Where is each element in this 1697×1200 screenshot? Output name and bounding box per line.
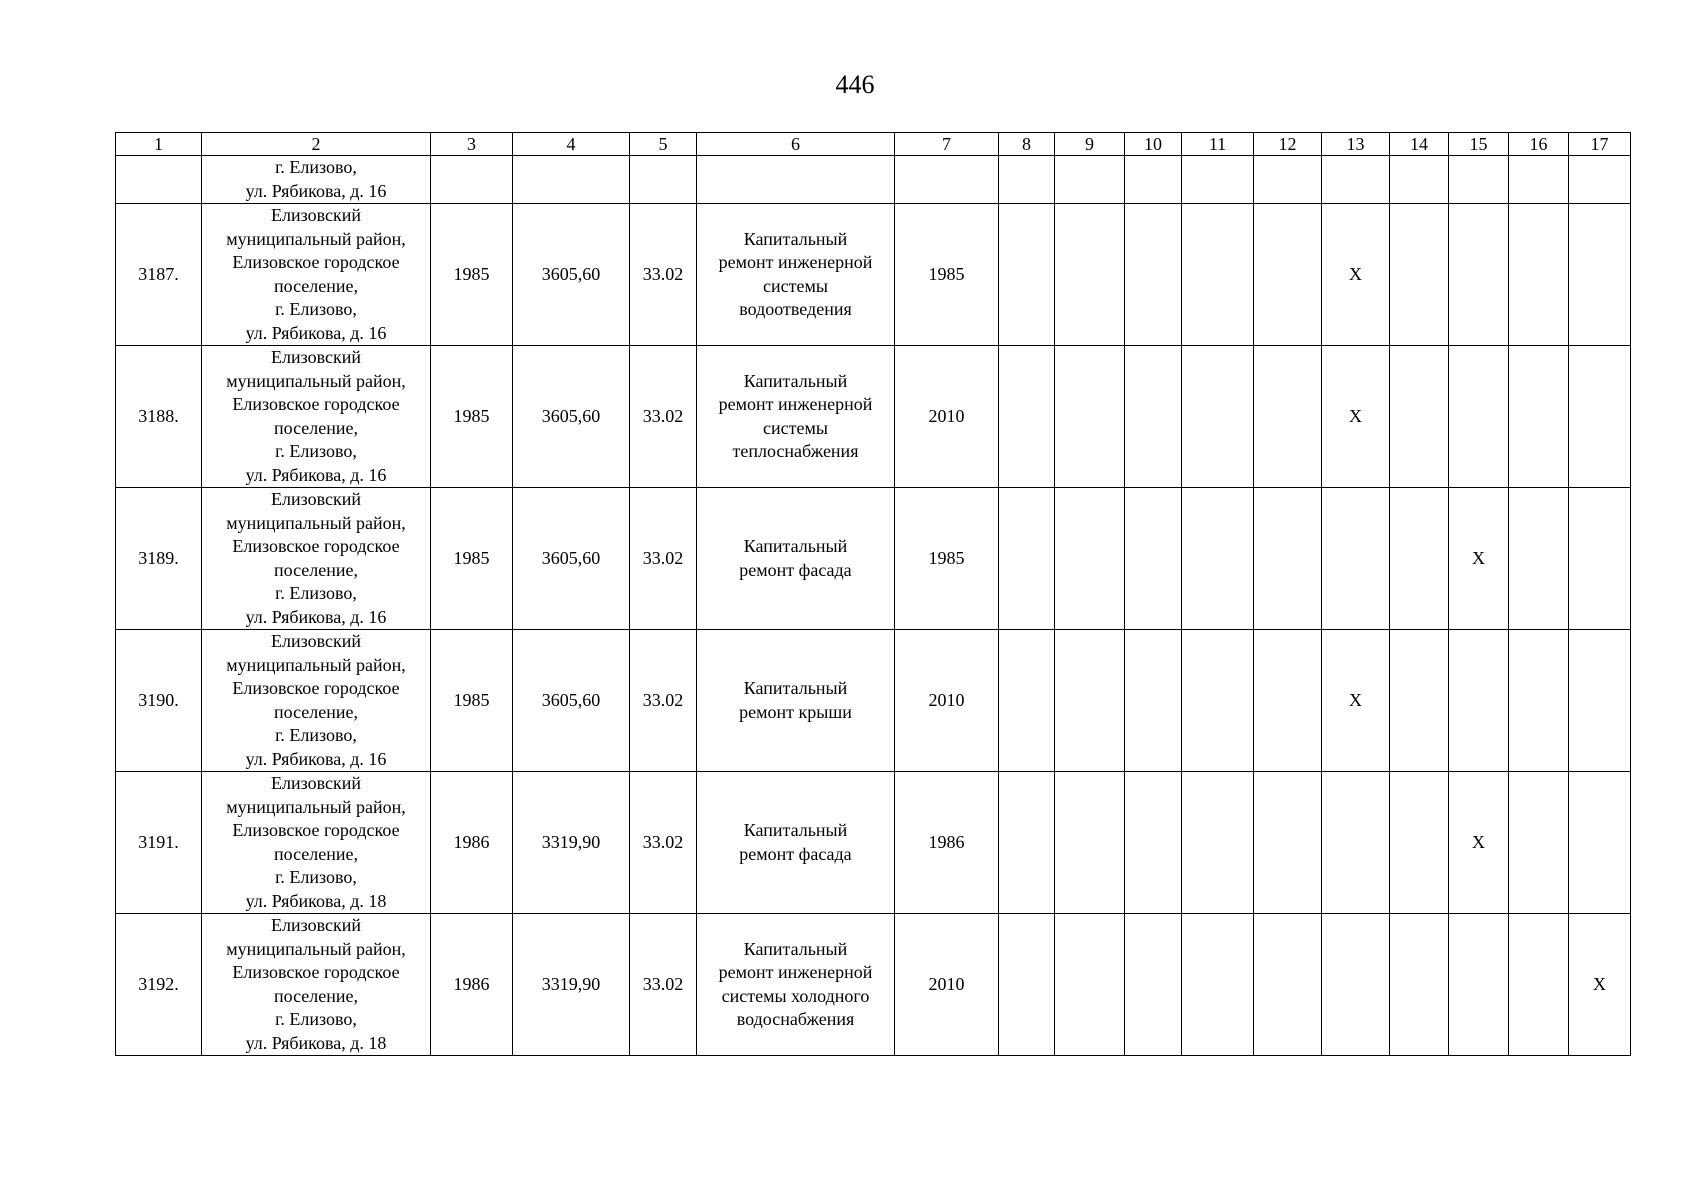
- work-type: Капитальный ремонт инженерной системы холодного водоснабжения: [697, 914, 895, 1056]
- area: 3605,60: [513, 346, 630, 488]
- empty-cell-col-9: [1055, 772, 1125, 914]
- empty-cell-col-8: [999, 204, 1055, 346]
- column-header-14: 14: [1390, 133, 1449, 156]
- empty-cell-col-15: [1449, 914, 1509, 1056]
- construction-year: 1985: [431, 630, 513, 772]
- address: Елизовский муниципальный район, Елизовское городское поселение, г. Елизово, ул. Рябикова, д. 16: [202, 346, 431, 488]
- repair-year: 1985: [895, 204, 999, 346]
- column-header-13: 13: [1322, 133, 1390, 156]
- empty-cell-col-17: [1569, 772, 1631, 914]
- area: 3319,90: [513, 772, 630, 914]
- empty-cell-col-14: [1390, 204, 1449, 346]
- mark-cell-col-13: X: [1322, 204, 1390, 346]
- repair-year: 1986: [895, 772, 999, 914]
- empty-cell-col-15: [1449, 630, 1509, 772]
- empty-cell-col-11: [1182, 204, 1254, 346]
- column-header-11: 11: [1182, 133, 1254, 156]
- column-header-3: 3: [431, 133, 513, 156]
- table-row: [116, 914, 1631, 1056]
- empty-cell-col-17: [1569, 204, 1631, 346]
- empty-cell-col-9: [1055, 204, 1125, 346]
- repair-year: 2010: [895, 630, 999, 772]
- empty-cell-col-10: [1125, 914, 1182, 1056]
- continuation-address: г. Елизово, ул. Рябикова, д. 16: [202, 156, 431, 204]
- row-number: 3191.: [116, 772, 202, 914]
- column-header-7: 7: [895, 133, 999, 156]
- empty-cell-col-11: [1182, 630, 1254, 772]
- column-header-4: 4: [513, 133, 630, 156]
- repair-year: 1985: [895, 488, 999, 630]
- column-header-6: 6: [697, 133, 895, 156]
- empty-cell-col-16: [1509, 488, 1569, 630]
- registry-table: [115, 132, 1631, 1056]
- empty-cell-col-13: [1322, 914, 1390, 1056]
- empty-cell-col-10: [1125, 630, 1182, 772]
- empty-cell-col-10: [1125, 346, 1182, 488]
- page-number: 446: [835, 70, 875, 99]
- empty-cell-col-14: [1390, 630, 1449, 772]
- empty-cell-col-12: [1254, 346, 1322, 488]
- column-header-2: 2: [202, 133, 431, 156]
- column-number-row: [116, 133, 1631, 156]
- construction-year: 1986: [431, 914, 513, 1056]
- empty-cell-col-16: [1509, 914, 1569, 1056]
- construction-year: 1985: [431, 346, 513, 488]
- code: 33.02: [630, 630, 697, 772]
- mark-cell-col-13: X: [1322, 630, 1390, 772]
- table-row: [116, 488, 1631, 630]
- empty-cell-col-16: [1509, 630, 1569, 772]
- address: Елизовский муниципальный район, Елизовское городское поселение, г. Елизово, ул. Рябикова, д. 16: [202, 204, 431, 346]
- empty-cell-col-9: [1055, 488, 1125, 630]
- repair-year: 2010: [895, 914, 999, 1056]
- column-header-16: 16: [1509, 133, 1569, 156]
- area: 3605,60: [513, 630, 630, 772]
- column-header-5: 5: [630, 133, 697, 156]
- empty-cell-col-9: [1055, 914, 1125, 1056]
- empty-cell-col-12: [1254, 488, 1322, 630]
- empty-cell-col-10: [1125, 488, 1182, 630]
- empty-cell-col-11: [1182, 772, 1254, 914]
- empty-cell-col-12: [1254, 630, 1322, 772]
- row-number: 3187.: [116, 204, 202, 346]
- empty-cell-col-17: [1569, 630, 1631, 772]
- column-header-8: 8: [999, 133, 1055, 156]
- empty-cell-col-14: [1390, 914, 1449, 1056]
- empty-cell-col-13: [1322, 488, 1390, 630]
- code: 33.02: [630, 772, 697, 914]
- empty-cell-col-16: [1509, 346, 1569, 488]
- empty-cell-col-10: [1125, 772, 1182, 914]
- work-type: Капитальный ремонт фасада: [697, 772, 895, 914]
- area: 3605,60: [513, 488, 630, 630]
- column-header-12: 12: [1254, 133, 1322, 156]
- mark-cell-col-17: X: [1569, 914, 1631, 1056]
- mark-cell-col-15: X: [1449, 772, 1509, 914]
- empty-cell-col-8: [999, 346, 1055, 488]
- empty-cell-col-12: [1254, 772, 1322, 914]
- code: 33.02: [630, 488, 697, 630]
- table-row: [116, 346, 1631, 488]
- work-type: Капитальный ремонт фасада: [697, 488, 895, 630]
- cont-cell-1: [116, 156, 202, 204]
- empty-cell-col-14: [1390, 488, 1449, 630]
- empty-cell-col-8: [999, 772, 1055, 914]
- code: 33.02: [630, 204, 697, 346]
- work-type: Капитальный ремонт инженерной системы водоотведения: [697, 204, 895, 346]
- row-number: 3189.: [116, 488, 202, 630]
- empty-cell-col-12: [1254, 914, 1322, 1056]
- empty-cell-col-11: [1182, 346, 1254, 488]
- empty-cell-col-11: [1182, 488, 1254, 630]
- empty-cell-col-8: [999, 630, 1055, 772]
- table-row: [116, 204, 1631, 346]
- area: 3605,60: [513, 204, 630, 346]
- repair-year: 2010: [895, 346, 999, 488]
- empty-cell-col-10: [1125, 204, 1182, 346]
- mark-cell-col-13: X: [1322, 346, 1390, 488]
- empty-cell-col-9: [1055, 630, 1125, 772]
- empty-cell-col-8: [999, 914, 1055, 1056]
- construction-year: 1985: [431, 488, 513, 630]
- work-type: Капитальный ремонт крыши: [697, 630, 895, 772]
- empty-cell-col-14: [1390, 772, 1449, 914]
- construction-year: 1986: [431, 772, 513, 914]
- row-number: 3188.: [116, 346, 202, 488]
- mark-cell-col-15: X: [1449, 488, 1509, 630]
- column-header-1: 1: [116, 133, 202, 156]
- column-header-17: 17: [1569, 133, 1631, 156]
- address: Елизовский муниципальный район, Елизовское городское поселение, г. Елизово, ул. Рябикова, д. 18: [202, 772, 431, 914]
- row-number: 3192.: [116, 914, 202, 1056]
- empty-cell-col-15: [1449, 346, 1509, 488]
- column-header-10: 10: [1125, 133, 1182, 156]
- empty-cell-col-17: [1569, 488, 1631, 630]
- work-type: Капитальный ремонт инженерной системы теплоснабжения: [697, 346, 895, 488]
- empty-cell-col-13: [1322, 772, 1390, 914]
- code: 33.02: [630, 346, 697, 488]
- empty-cell-col-11: [1182, 914, 1254, 1056]
- empty-cell-col-8: [999, 488, 1055, 630]
- code: 33.02: [630, 914, 697, 1056]
- column-header-15: 15: [1449, 133, 1509, 156]
- empty-cell-col-14: [1390, 346, 1449, 488]
- construction-year: 1985: [431, 204, 513, 346]
- table-row: [116, 630, 1631, 772]
- empty-cell-col-16: [1509, 204, 1569, 346]
- empty-cell-col-12: [1254, 204, 1322, 346]
- empty-cell-col-15: [1449, 204, 1509, 346]
- address: Елизовский муниципальный район, Елизовское городское поселение, г. Елизово, ул. Рябикова, д. 16: [202, 630, 431, 772]
- empty-cell-col-16: [1509, 772, 1569, 914]
- column-header-9: 9: [1055, 133, 1125, 156]
- area: 3319,90: [513, 914, 630, 1056]
- empty-cell-col-9: [1055, 346, 1125, 488]
- table-row: [116, 772, 1631, 914]
- continuation-row: [116, 156, 1631, 204]
- empty-cell-col-17: [1569, 346, 1631, 488]
- address: Елизовский муниципальный район, Елизовское городское поселение, г. Елизово, ул. Рябикова, д. 16: [202, 488, 431, 630]
- row-number: 3190.: [116, 630, 202, 772]
- address: Елизовский муниципальный район, Елизовское городское поселение, г. Елизово, ул. Рябикова, д. 18: [202, 914, 431, 1056]
